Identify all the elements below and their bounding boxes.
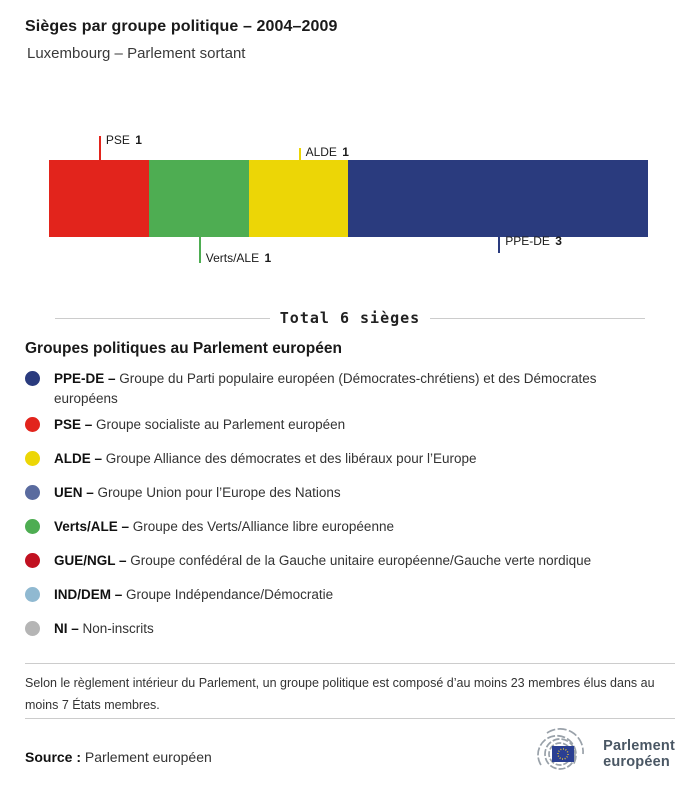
- callout-tick: [498, 237, 500, 253]
- page-title: Sièges par groupe politique – 2004–2009: [25, 18, 338, 35]
- legend-item-PSE: [25, 415, 675, 435]
- bar-segment-Verts/ALE: [149, 160, 249, 237]
- legend-label: GUE/NGL – Groupe confédéral de la Gauche unitaire européenne/Gauche verte nordique: [54, 553, 592, 568]
- legend-label: PPE-DE – Groupe du Parti populaire européen (Démocrates-chrétiens) et des Démocrates européens: [54, 371, 597, 406]
- total-divider: [55, 309, 645, 327]
- legend-label: IND/DEM – Groupe Indépendance/Démocratie: [54, 587, 334, 602]
- bar-segment-PSE: [49, 160, 149, 237]
- legend-label: ALDE – Groupe Alliance des démocrates et des libéraux pour l’Europe: [54, 451, 477, 466]
- legend-dot: [25, 451, 40, 466]
- legend-item-Verts/ALE: [25, 517, 675, 537]
- seat-bar-chart: [49, 132, 648, 267]
- legend-dot: [25, 553, 40, 568]
- eu-flag-icon: [552, 746, 574, 762]
- legend-item-PPE-DE: [25, 369, 675, 409]
- legend-label: PSE – Groupe socialiste au Parlement européen: [54, 417, 346, 432]
- source-label: Source :: [25, 749, 82, 765]
- legend-item-ALDE: [25, 449, 675, 469]
- callout-label: Verts/ALE 1: [205, 251, 272, 265]
- footnote-text: Selon le règlement intérieur du Parlement, un groupe politique est composé d’au moins 23 membres élus dans au moins 7 États membres.: [25, 676, 655, 712]
- callout-PPE-DE: [498, 234, 562, 253]
- callout-tick: [299, 148, 301, 160]
- legend-list: [25, 369, 675, 639]
- callout-label: ALDE 1: [305, 145, 349, 159]
- logo-text: Parlement européen: [603, 738, 675, 770]
- legend-dot: [25, 371, 40, 386]
- bar-segment-PPE-DE: [348, 160, 648, 237]
- callout-tick: [99, 136, 101, 160]
- divider-line-right: [430, 318, 645, 319]
- parlement-europeen-logo: [529, 727, 675, 781]
- legend-dot: [25, 519, 40, 534]
- legend-label: NI – Non-inscrits: [54, 621, 154, 636]
- legend-item-IND/DEM: [25, 585, 675, 605]
- callout-label: PPE-DE 3: [505, 234, 562, 248]
- hemicycle-logo-icon: [529, 727, 595, 781]
- legend-dot: [25, 485, 40, 500]
- legend-dot: [25, 417, 40, 432]
- total-seats-label: Total 6 sièges: [279, 309, 421, 327]
- legend-dot: [25, 587, 40, 602]
- source-value: Parlement européen: [84, 749, 212, 765]
- source-line: [25, 743, 212, 765]
- legend-label: UEN – Groupe Union pour l’Europe des Nations: [54, 485, 341, 500]
- callout-label: PSE 1: [105, 133, 142, 147]
- legend-label: Verts/ALE – Groupe des Verts/Alliance libre européenne: [54, 519, 394, 534]
- callout-tick: [199, 237, 201, 263]
- callout-PSE: [99, 133, 142, 160]
- legend-item-GUE/NGL: [25, 551, 675, 571]
- callout-ALDE: [299, 145, 349, 160]
- legend-heading: Groupes politiques au Parlement européen: [25, 340, 342, 357]
- legend-dot: [25, 621, 40, 636]
- legend-item-UEN: [25, 483, 675, 503]
- footer: [25, 727, 675, 781]
- legend-item-NI: [25, 619, 675, 639]
- divider-line-left: [55, 318, 270, 319]
- page-subtitle: Luxembourg – Parlement sortant: [27, 45, 246, 62]
- footnote-block: [25, 663, 675, 719]
- callout-Verts/ALE: [199, 237, 271, 263]
- seat-bar: [49, 160, 648, 237]
- bar-segment-ALDE: [249, 160, 349, 237]
